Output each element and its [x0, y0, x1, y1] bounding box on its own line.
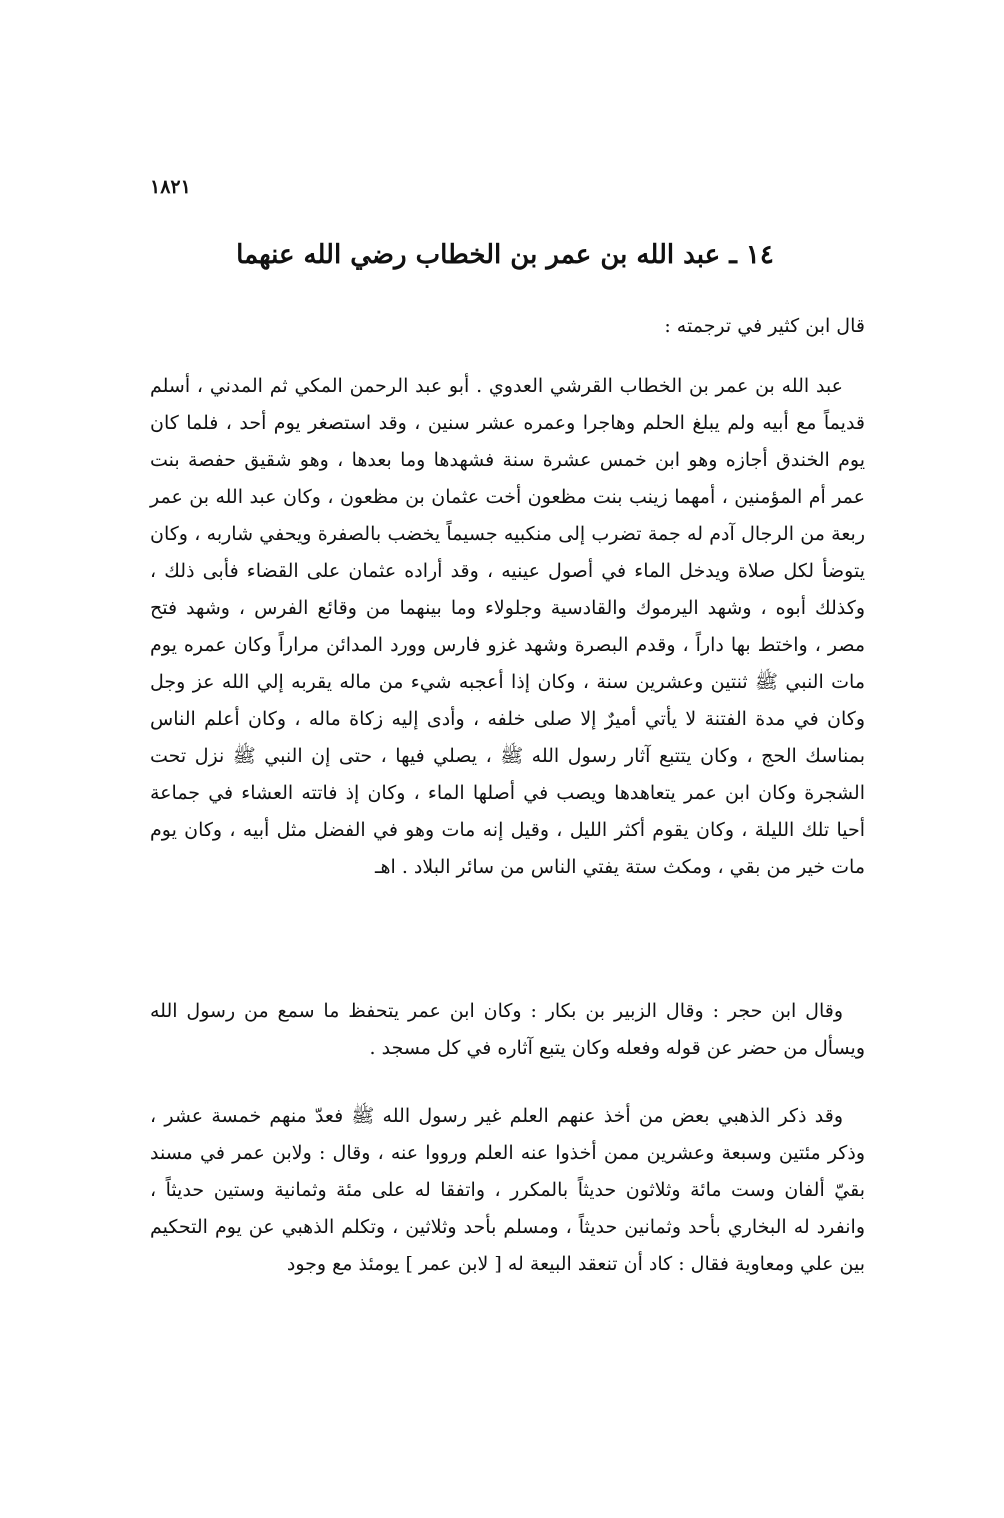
- page-number: ١٨٢١: [150, 176, 191, 198]
- paragraph-biography: عبد الله بن عمر بن الخطاب القرشي العدوي . أبو عبد الرحمن المكي ثم المدني ، أسلم قديماً مع أبيه ولم يبلغ الحلم وهاجرا وعمره عشر سنين ، وقد استصغر يوم أحد ، فلما كان يوم الخندق أجازه وهو ابن خمس عشرة سنة فشهدها وما بعدها ، وهو شقيق حفصة بنت عمر أم المؤمنين ، أمهما زينب بنت مظعون أخت عثمان بن مظعون ، وكان عبد الله بن عمر ربعة من الرجال آدم له جمة تضرب إلى منكبيه جسيماً يخضب بالصفرة ويحفي شاربه ، وكان يتوضأ لكل صلاة ويدخل الماء في أصول عينيه ، وقد أراده عثمان على القضاء فأبى ذلك ، وكذلك أبوه ، وشهد اليرموك والقادسية وجلولاء وما بينهما من وقائع الفرس ، وشهد فتح مصر ، واختط بها داراً ، وقدم البصرة وشهد غزو فارس وورد المدائن مراراً وكان عمره يوم مات النبي ﷺ ثنتين وعشرين سنة ، وكان إذا أعجبه شيء من ماله يقربه إلي الله عز وجل وكان في مدة الفتنة لا يأتي أميرٌ إلا صلى خلفه ، وأدى إليه زكاة ماله ، وكان أعلم الناس بمناسك الحج ، وكان يتتبع آثار رسول الله ﷺ ، يصلي فيها ، حتى إن النبي ﷺ نزل تحت الشجرة وكان ابن عمر يتعاهدها ويصب في أصلها الماء ، وكان إذ فاتته العشاء في جماعة أحيا تلك الليلة ، وكان يقوم أكثر الليل ، وقيل إنه مات وهو في الفضل مثل أبيه ، وكان يوم مات خير من بقي ، ومكث ستة يفتي الناس من سائر البلاد . اهـ: [150, 375, 865, 878]
- paragraph-ibn-hajar: وقال ابن حجر : وقال الزبير بن بكار : وكان ابن عمر يتحفظ ما سمع من رسول الله ويسأل من حضر عن قوله وفعله وكان يتبع آثاره في كل مسجد .: [150, 1000, 865, 1059]
- paragraph-dhahabi: وقد ذكر الذهبي بعض من أخذ عنهم العلم غير رسول الله ﷺ فعدّ منهم خمسة عشر ، وذكر مئتين وسبعة وعشرين ممن أخذوا عنه العلم ورووا عنه ، وقال : ولابن عمر في مسند بقيّ ألفان وست مائة وثلاثون حديثاً بالمكرر ، واتفقا له على مئة وثمانية وستين حديثاً ، وانفرد له البخاري بأحد وثمانين حديثاً ، ومسلم بأحد وثلاثين ، وتكلم الذهبي عن يوم التحكيم بين علي ومعاوية فقال : كاد أن تنعقد البيعة له [ لابن عمر ] يومئذ مع وجود: [150, 1105, 865, 1275]
- intro-line: قال ابن كثير في ترجمته :: [664, 315, 865, 337]
- chapter-title: ١٤ ـ عبد الله بن عمر بن الخطاب رضي الله عنهما: [236, 240, 774, 270]
